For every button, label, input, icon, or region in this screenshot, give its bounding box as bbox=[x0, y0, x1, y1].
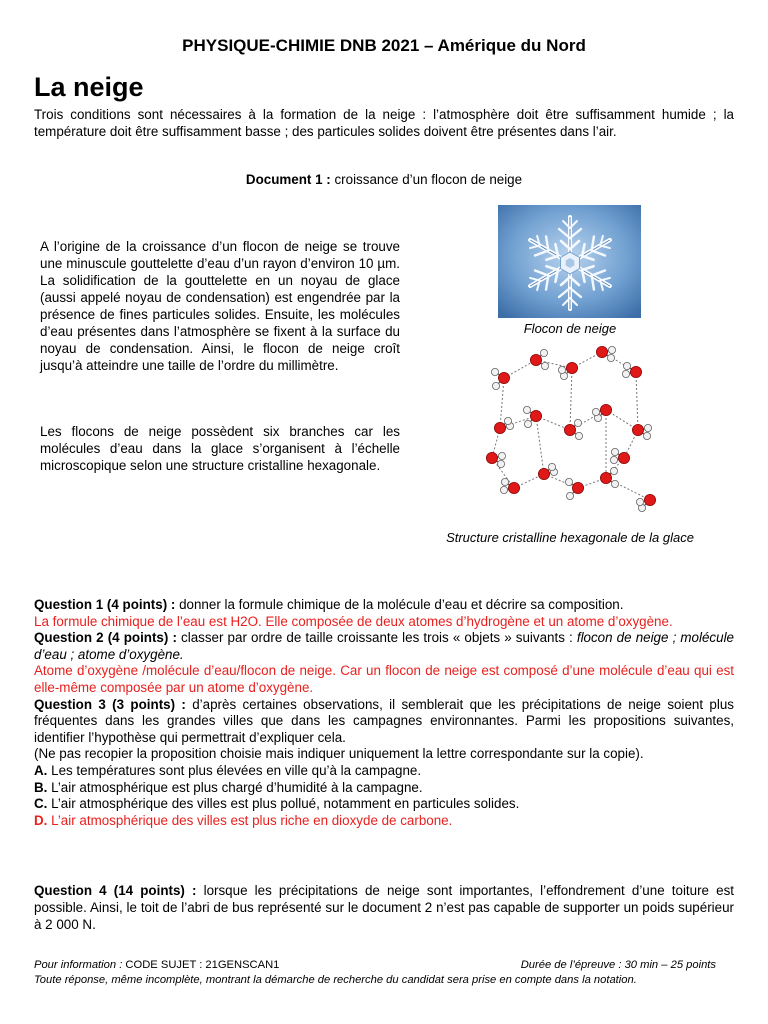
question-4-text: lorsque les précipitations de neige sont importantes, l’effondrement d’une toiture est possible. Ainsi, le toit de l’abri de bus représenté sur le document 2 n’est pas capable de supporter un poids supérieur à 2 000 N. bbox=[34, 883, 735, 932]
question-3-text: d’après certaines observations, il semblerait que les précipitations de neige soient plus fréquentes dans les grandes villes que dans les campagnes environnantes. Parmi les propositions suivantes, identifier l’hypothèse qui permettrait d’expliquer cela. bbox=[34, 696, 734, 745]
option-d bbox=[34, 813, 734, 830]
hydrogen-bond bbox=[636, 372, 638, 430]
option-c-text: L’air atmosphérique des villes est plus pollué, notamment en particules solides. bbox=[47, 796, 520, 812]
hydrogen-atom bbox=[611, 448, 618, 455]
hydrogen-atom bbox=[497, 460, 504, 467]
question-2 bbox=[34, 630, 734, 663]
hydrogen-atom bbox=[611, 480, 618, 487]
hydrogen-atom bbox=[622, 370, 629, 377]
hydrogen-atom bbox=[524, 420, 531, 427]
hydrogen-atom bbox=[501, 478, 508, 485]
question-2-text: classer par ordre de taille croissante les trois « objets » suivants : bbox=[176, 630, 577, 646]
question-1-label: Question 1 (4 points) : bbox=[34, 597, 176, 612]
option-a-letter: A. bbox=[34, 762, 48, 778]
hydrogen-atom bbox=[565, 478, 572, 485]
oxygen-atom bbox=[564, 424, 575, 435]
question-1 bbox=[34, 597, 734, 614]
hydrogen-atom bbox=[644, 424, 651, 431]
hydrogen-atom bbox=[541, 362, 548, 369]
snowflake-image bbox=[498, 205, 641, 318]
hydrogen-atom bbox=[610, 467, 617, 474]
hydrogen-atom bbox=[643, 432, 650, 439]
lattice-caption: Structure cristalline hexagonale de la glace bbox=[446, 530, 694, 545]
ice-lattice-diagram bbox=[474, 338, 674, 524]
option-c bbox=[34, 796, 734, 813]
oxygen-atom bbox=[486, 452, 497, 463]
option-d-text: L’air atmosphérique des villes est plus riche en dioxyde de carbone. bbox=[47, 812, 453, 828]
answer-2: Atome d’oxygène /molécule d’eau/flocon de neige. Car un flocon de neige est composé d’une molécule d’eau qui est elle-même composée par un atome d’oxygène. bbox=[34, 663, 734, 695]
footer-code: CODE SUJET : 21GENSCAN1 bbox=[125, 959, 280, 971]
hydrogen-bond bbox=[536, 416, 544, 474]
hydrogen-atom bbox=[574, 419, 581, 426]
question-3-note: (Ne pas recopier la proposition choisie mais indiquer uniquement la lettre correspondante sur la copie). bbox=[34, 746, 644, 762]
oxygen-atom bbox=[530, 410, 541, 421]
option-d-letter: D. bbox=[34, 812, 48, 828]
document-1-caption: croissance d’un flocon de neige bbox=[334, 172, 523, 187]
hydrogen-atom bbox=[504, 417, 511, 424]
question-2-items: flocon de neige ; molécule d’eau ; atome d’oxygène. bbox=[34, 630, 734, 662]
option-b-text: L’air atmosphérique est plus chargé d’humidité à la campagne. bbox=[47, 779, 423, 795]
hydrogen-atom bbox=[592, 408, 599, 415]
footer-info bbox=[34, 958, 279, 973]
option-a-text: Les températures sont plus élevées en ville qu’à la campagne. bbox=[47, 762, 422, 778]
oxygen-atom bbox=[530, 354, 541, 365]
footer-info-label: Pour information : bbox=[34, 959, 126, 971]
footer-note: Toute réponse, même incomplète, montrant la démarche de recherche du candidat sera prise en compte dans la notation. bbox=[34, 974, 637, 986]
oxygen-atom bbox=[572, 482, 583, 493]
hydrogen-atom bbox=[498, 452, 505, 459]
oxygen-atom bbox=[498, 372, 509, 383]
hydrogen-atom bbox=[610, 456, 617, 463]
hydrogen-atom bbox=[623, 362, 630, 369]
hydrogen-atom bbox=[491, 368, 498, 375]
document-1-heading bbox=[0, 172, 768, 187]
hydrogen-atom bbox=[607, 354, 614, 361]
oxygen-atom bbox=[600, 404, 611, 415]
hydrogen-bond bbox=[570, 368, 572, 430]
hydrogen-atom bbox=[540, 349, 547, 356]
hydrogen-atom bbox=[636, 498, 643, 505]
page-header: PHYSIQUE-CHIMIE DNB 2021 – Amérique du Nord bbox=[182, 36, 586, 55]
question-1-text: donner la formule chimique de la molécule d’eau et décrire sa composition. bbox=[175, 597, 624, 612]
answer-1: La formule chimique de l’eau est H2O. Elle composée de deux atomes d’hydrogène et un atome d’oxygène. bbox=[34, 613, 673, 629]
oxygen-atom bbox=[494, 422, 505, 433]
oxygen-atom bbox=[618, 452, 629, 463]
hydrogen-atom bbox=[492, 382, 499, 389]
question-3-label: Question 3 (3 points) : bbox=[34, 696, 186, 712]
oxygen-atom bbox=[596, 346, 607, 357]
document-1-paragraph-1: A l’origine de la croissance d’un flocon de neige se trouve une minuscule gouttelette d’eau d’un rayon d’environ 10 µm. La solidification de la gouttelette en un noyau de glace (aussi appelé noyau de condensation) est engendrée par la présence de fines particules solides. Ensuite, les molécules d’eau présentes dans l’atmosphère se fixent à la surface du noyau de condensation. Ainsi, le flocon de neige croît jusqu’à atteindre une taille de l’ordre du millimètre. bbox=[40, 239, 400, 373]
option-b bbox=[34, 780, 734, 797]
document-1-label: Document 1 : bbox=[245, 172, 331, 187]
oxygen-atom bbox=[644, 494, 655, 505]
question-4-label: Question 4 (14 points) : bbox=[34, 883, 197, 898]
hydrogen-atom bbox=[548, 463, 555, 470]
document-1-paragraph-2: Les flocons de neige possèdent six branches car les molécules d’eau dans la glace s’organisent à l’échelle microscopique selon une structure cristalline hexagonale. bbox=[40, 424, 400, 473]
oxygen-atom bbox=[632, 424, 643, 435]
oxygen-atom bbox=[630, 366, 641, 377]
hydrogen-atom bbox=[558, 366, 565, 373]
oxygen-atom bbox=[600, 472, 611, 483]
question-3 bbox=[34, 697, 734, 747]
hydrogen-atom bbox=[523, 406, 530, 413]
option-a bbox=[34, 763, 734, 780]
snowflake-caption: Flocon de neige bbox=[523, 321, 617, 336]
intro-paragraph: Trois conditions sont nécessaires à la formation de la neige : l’atmosphère doit être suffisamment humide ; la température doit être suffisamment basse ; des particules solides doivent être présentes dans l’air. bbox=[34, 107, 734, 139]
oxygen-atom bbox=[538, 468, 549, 479]
hydrogen-atom bbox=[566, 492, 573, 499]
questions-section bbox=[34, 597, 734, 829]
oxygen-atom bbox=[566, 362, 577, 373]
hydrogen-bond bbox=[500, 378, 504, 428]
option-b-letter: B. bbox=[34, 779, 48, 795]
footer-duration: Durée de l’épreuve : 30 min – 25 points bbox=[520, 959, 716, 971]
oxygen-atom bbox=[508, 482, 519, 493]
page-footer bbox=[34, 958, 734, 988]
option-c-letter: C. bbox=[34, 796, 48, 812]
question-4 bbox=[34, 882, 734, 933]
question-2-label: Question 2 (4 points) : bbox=[34, 630, 177, 646]
hydrogen-atom bbox=[500, 486, 507, 493]
hydrogen-atom bbox=[575, 432, 582, 439]
hydrogen-atom bbox=[608, 346, 615, 353]
page-title: La neige bbox=[34, 72, 144, 102]
